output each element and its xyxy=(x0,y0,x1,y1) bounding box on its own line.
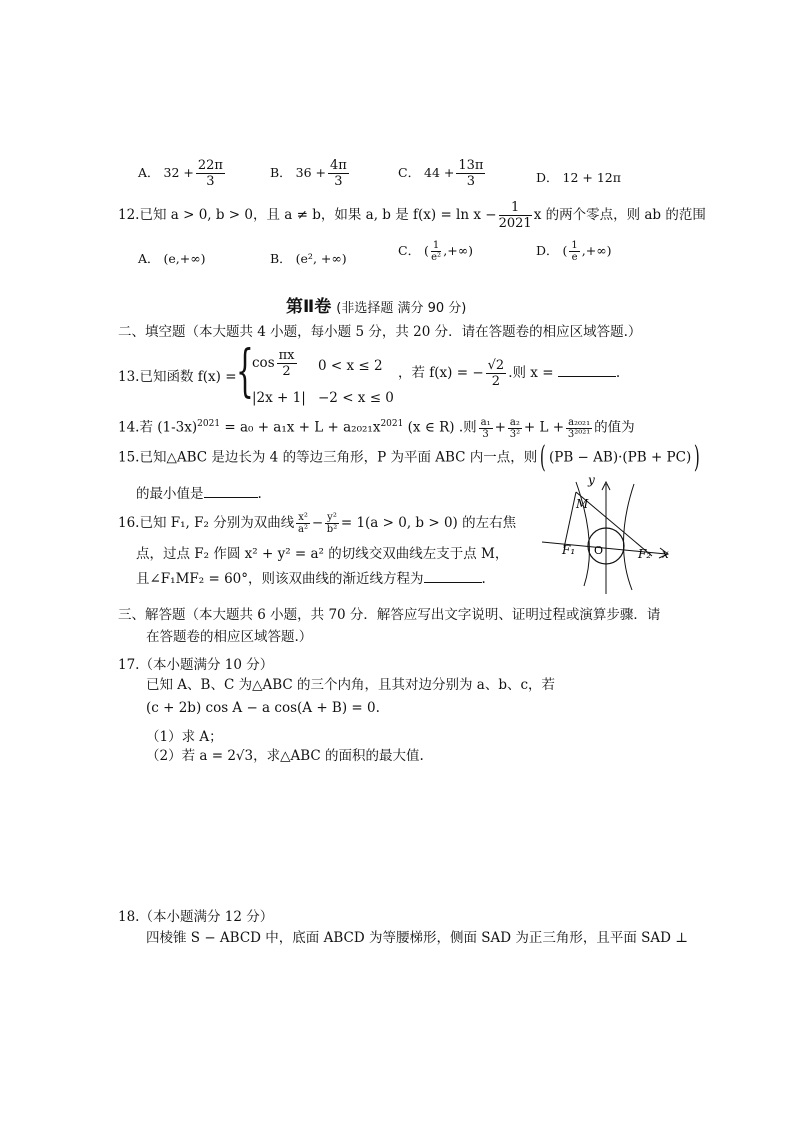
origin-label: O xyxy=(594,544,604,557)
q16-answer-blank[interactable] xyxy=(424,582,482,583)
part3-header-line2: 在答题卷的相应区域答题.） xyxy=(146,629,313,645)
point-m-label: M xyxy=(576,497,589,511)
y-label: y xyxy=(588,474,595,487)
hyperbola-figure xyxy=(538,474,674,596)
q11-option-b: B． 36 + $\frac{4\pi}{3}$ xyxy=(270,158,347,189)
part3-header-line1: 三、解答题（本大题共 6 小题，共 70 分．解答应写出文字说明、证明过程或演算步骤．请 xyxy=(118,607,661,623)
q16-line2: 点，过点 F₂ 作圆 x² + y² = a² 的切线交双曲线左支于点 M， xyxy=(136,546,509,562)
q16-line3: 且∠F₁MF₂ = 60°，则该双曲线的渐近线方程为 . xyxy=(136,571,486,587)
q13-answer-blank[interactable] xyxy=(558,376,616,377)
x-label: x xyxy=(662,547,669,561)
q17-line1: 已知 A、B、C 为△ABC 的三个内角，且其对边分别为 a、b、c，若 xyxy=(146,677,556,693)
line-mf1 xyxy=(564,492,576,548)
q12-stem: 12.已知 a > 0, b > 0，且 a ≠ b，如果 a, b 是 f(x) = ln x − $\frac{1}{2021}$ x 的两个零点，则 ab 的范围 xyxy=(118,200,706,231)
q13-case1-cond: 0 < x ≤ 2 xyxy=(318,358,383,374)
q15-line2: 的最小值是 . xyxy=(136,486,262,502)
q17-heading: 17.（本小题满分 10 分） xyxy=(118,657,274,673)
q18-line1: 四棱锥 S − ABCD 中，底面 ABCD 为等腰梯形，侧面 SAD 为正三角形，且平面 SAD ⊥ xyxy=(146,930,688,946)
q15-answer-blank[interactable] xyxy=(204,497,258,498)
q13-case2-cond: −2 < x ≤ 0 xyxy=(318,390,394,406)
f1-label: F₁ xyxy=(562,543,576,557)
q17-part2: （2）若 a = 2√3，求△ABC 的面积的最大值. xyxy=(146,748,424,764)
q13-case2: |2x + 1| xyxy=(252,390,306,406)
q14-stem: 14.若 $(1-3x)^{2021} = a_0 + a_1x + L + a_{2021}x^{2021}$ (x ∈ R) .则 $\frac{\text{a₁}}{3}$ + $\frac{\text{a₂}}{\text{3²}}$ + L + $\frac{\text{a₂₀₂₁}}{\text{3²⁰²¹}}$ 的值为 xyxy=(118,416,635,440)
q17-part1: （1）求 A； xyxy=(146,729,223,745)
q15-stem: 15.已知△ABC 是边长为 4 的等边三角形，P 为平面 ABC 内一点，则( (PB − AB)·(PB + PC)) xyxy=(118,440,701,475)
q17-line2: (c + 2b) cos A − a cos(A + B) = 0. xyxy=(146,700,380,716)
part2-header: 二、填空题（本大题共 4 小题，每小题 5 分，共 20 分．请在答题卷的相应区域答题.） xyxy=(118,324,642,340)
q13-condition: ，若 f(x) = − $\frac{√2}{2}$ .则 x = . xyxy=(398,358,621,389)
q12-option-b: B． (e², +∞) xyxy=(270,251,347,266)
q12-option-c: C． ( $\frac{1}{\text{e²}}$ ,+∞) xyxy=(398,240,474,263)
q12-option-a: A． (e,+∞) xyxy=(138,251,206,266)
q12-option-d: D． ( $\frac{1}{e}$ ,+∞) xyxy=(536,240,612,263)
q11-option-d: D． 12 + 12π xyxy=(536,170,621,185)
q13-lead: 13.已知函数 f(x) = xyxy=(118,369,237,385)
q18-heading: 18.（本小题满分 12 分） xyxy=(118,909,274,925)
q11-option-c: C． 44 + $\frac{13\pi}{3}$ xyxy=(398,158,484,189)
f2-label: F₂ xyxy=(638,547,652,561)
q11-option-a: A． 32 + $\frac{22\pi}{3}$ xyxy=(138,158,223,189)
q13-case1: cos $\frac{\pi x}{2}$ xyxy=(252,348,295,379)
section-title: 第Ⅱ卷 (非选择题 满分 90 分) xyxy=(286,297,467,317)
q13-brace: { xyxy=(236,339,254,404)
q16-stem: 16.已知 F₁, F₂ 分别为双曲线 $\frac{\text{x²}}{\text{a²}}$ − $\frac{\text{y²}}{\text{b²}}$ = 1(a > 0, b > 0) 的左右焦 xyxy=(118,512,517,535)
